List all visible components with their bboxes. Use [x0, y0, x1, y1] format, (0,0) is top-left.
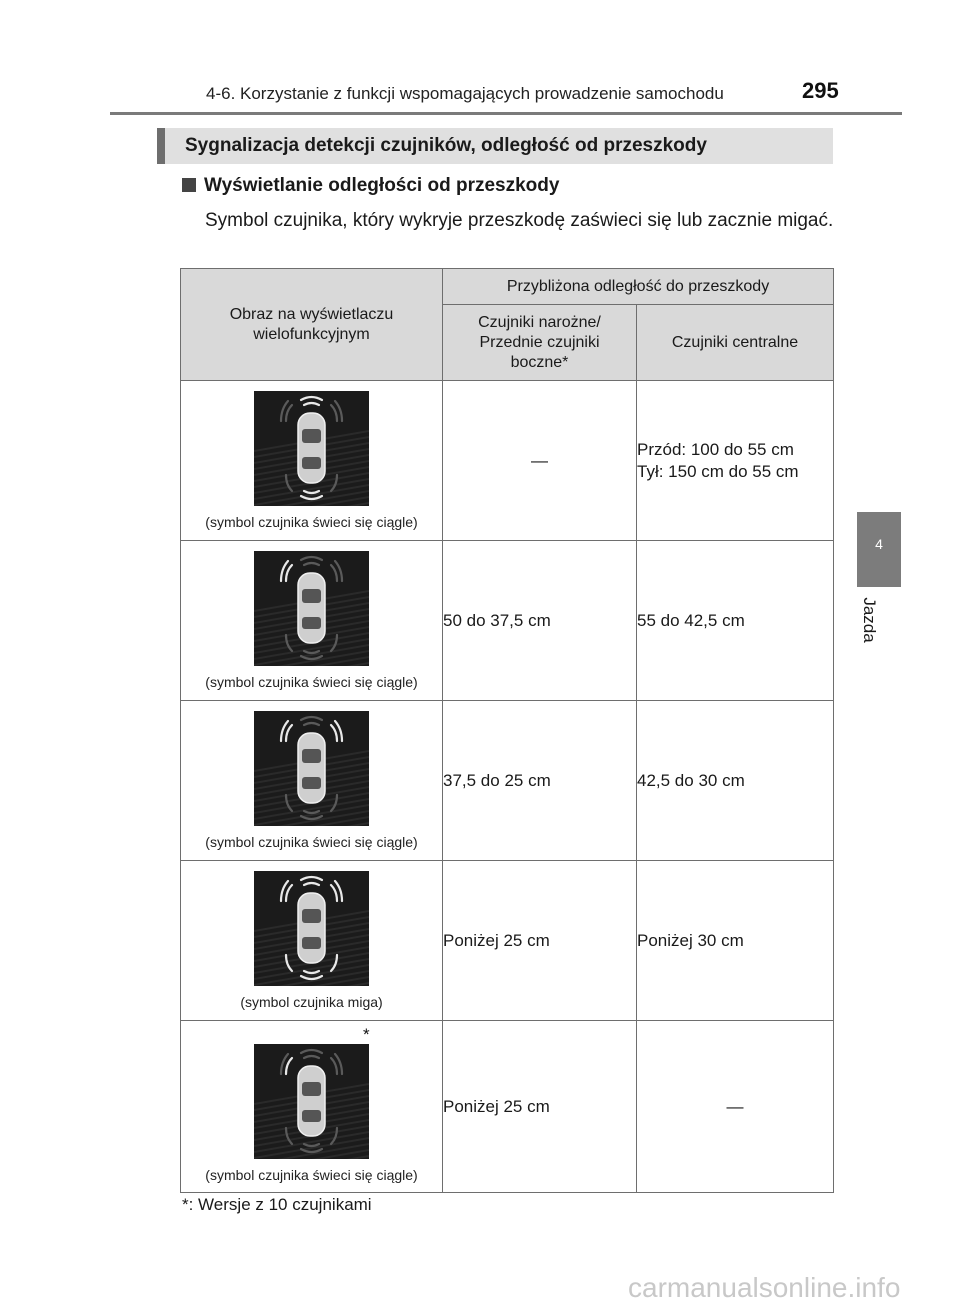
corner-sensor-arc — [286, 955, 292, 971]
corner-sensor-arc — [286, 885, 292, 901]
rear-sensor-arc — [301, 656, 322, 659]
rear-sensor-arc — [301, 496, 322, 499]
front-sensor-arc — [304, 883, 319, 885]
body-paragraph: Symbol czujnika, który wykryje przeszkodę zaświeci się lub zacznie migać. — [205, 210, 834, 231]
rear-sensor-arc — [304, 971, 319, 973]
car-rear-window-icon — [302, 1110, 321, 1122]
corner-sensor-arc — [286, 565, 292, 581]
header-center-sensors: Czujniki centralne — [637, 305, 834, 381]
corner-sensor-arc — [286, 1128, 292, 1144]
parking-sensor-display — [254, 871, 369, 986]
car-icon — [298, 413, 325, 483]
display-texture — [254, 823, 369, 826]
parking-sensor-display — [254, 1044, 369, 1159]
table-row — [181, 381, 834, 541]
image-caption: (symbol czujnika świeci się ciągle) — [205, 514, 418, 530]
display-image-cell — [181, 861, 443, 1021]
car-windshield-icon — [302, 909, 321, 923]
display-image-cell — [181, 701, 443, 861]
corner-sensor-arc — [331, 635, 337, 651]
corner-sensor-arc — [331, 1128, 337, 1144]
car-windshield-icon — [302, 589, 321, 603]
corner-distance: 37,5 do 25 cm — [443, 701, 637, 861]
corner-distance: 50 do 37,5 cm — [443, 541, 637, 701]
corner-sensor-arc — [286, 725, 292, 741]
rear-sensor-arc — [304, 491, 319, 493]
car-rear-window-icon — [302, 617, 321, 629]
center-distance: 42,5 do 30 cm — [637, 701, 834, 861]
square-bullet-icon — [182, 178, 196, 192]
car-rear-window-icon — [302, 457, 321, 469]
center-distance — [637, 381, 834, 541]
chapter-title: 4-6. Korzystanie z funkcji wspomagających prowadzenie samochodu — [206, 84, 724, 103]
corner-sensor-arc — [331, 725, 337, 741]
car-icon — [298, 1066, 325, 1136]
center-distance: 55 do 42,5 cm — [637, 541, 834, 701]
front-sensor-arc — [304, 403, 319, 405]
parking-sensor-display — [254, 391, 369, 506]
front-sensor-arc — [301, 877, 322, 880]
corner-sensor-arc — [286, 635, 292, 651]
chapter-tab[interactable] — [857, 512, 901, 587]
corner-sensor-arc — [286, 405, 292, 421]
distance-table — [180, 268, 834, 1193]
display-texture — [254, 663, 369, 666]
corner-sensor-arc — [331, 565, 337, 581]
table-row — [181, 541, 834, 701]
image-caption: (symbol czujnika świeci się ciągle) — [205, 674, 418, 690]
corner-sensor-arc — [331, 795, 337, 811]
table-row — [181, 1021, 834, 1193]
display-image-cell — [181, 381, 443, 541]
front-sensor-arc — [301, 1050, 322, 1053]
center-distance: Poniżej 30 cm — [637, 861, 834, 1021]
corner-sensor-arc — [286, 475, 292, 491]
car-icon — [298, 733, 325, 803]
header-corner-sensors: Czujniki narożne/ Przednie czujniki boczne* — [443, 305, 637, 381]
front-sensor-arc — [301, 557, 322, 560]
rear-sensor-arc — [304, 1144, 319, 1146]
header-display-image: Obraz na wyświetlaczu wielofunkcyjnym — [181, 269, 443, 381]
car-windshield-icon — [302, 1082, 321, 1096]
header-approx-distance: Przybliżona odległość do przeszkody — [443, 269, 834, 305]
car-windshield-icon — [302, 749, 321, 763]
center-distance: — — [637, 1021, 834, 1193]
section-banner — [157, 128, 833, 164]
footnote-marker: * — [363, 1025, 370, 1044]
table-row — [181, 861, 834, 1021]
display-image-cell — [181, 541, 443, 701]
rear-sensor-arc — [301, 1149, 322, 1152]
subsection-heading — [182, 175, 559, 197]
chapter-tab-label: Jazda — [860, 597, 879, 643]
parking-sensor-display — [254, 711, 369, 826]
display-texture — [254, 1156, 369, 1159]
image-caption: (symbol czujnika świeci się ciągle) — [205, 834, 418, 850]
display-image-cell — [181, 1021, 443, 1193]
image-caption: (symbol czujnika świeci się ciągle) — [205, 1167, 418, 1183]
center-distance-rear: Tył: 150 cm do 55 cm — [637, 461, 799, 481]
corner-distance: Poniżej 25 cm — [443, 1021, 637, 1193]
display-texture — [254, 503, 369, 506]
rear-sensor-arc — [301, 816, 322, 819]
header-divider — [110, 112, 902, 115]
table-row — [181, 701, 834, 861]
front-sensor-arc — [304, 1056, 319, 1058]
corner-distance: Poniżej 25 cm — [443, 861, 637, 1021]
corner-sensor-arc — [286, 795, 292, 811]
center-distance-front: Przód: 100 do 55 cm — [637, 439, 794, 459]
watermark: carmanualsonline.info — [628, 1272, 901, 1303]
corner-sensor-arc — [286, 1058, 292, 1074]
page-number: 295 — [802, 78, 839, 103]
front-sensor-arc — [304, 563, 319, 565]
parking-sensor-display — [254, 551, 369, 666]
corner-sensor-arc — [331, 955, 337, 971]
corner-distance: — — [443, 381, 637, 541]
front-sensor-arc — [301, 717, 322, 720]
subsection-heading-text: Wyświetlanie odległości od przeszkody — [204, 175, 560, 196]
image-caption: (symbol czujnika miga) — [240, 994, 383, 1010]
car-rear-window-icon — [302, 777, 321, 789]
corner-sensor-arc — [331, 475, 337, 491]
rear-sensor-arc — [304, 651, 319, 653]
car-rear-window-icon — [302, 937, 321, 949]
car-icon — [298, 893, 325, 963]
display-texture — [254, 983, 369, 986]
front-sensor-arc — [304, 723, 319, 725]
corner-sensor-arc — [331, 405, 337, 421]
rear-sensor-arc — [304, 811, 319, 813]
footnote: *: Wersje z 10 czujnikami — [182, 1195, 372, 1214]
car-windshield-icon — [302, 429, 321, 443]
car-icon — [298, 573, 325, 643]
section-title: Sygnalizacja detekcji czujników, odległość od przeszkody — [185, 135, 707, 156]
front-sensor-arc — [301, 397, 322, 400]
rear-sensor-arc — [301, 976, 322, 979]
corner-sensor-arc — [331, 1058, 337, 1074]
chapter-tab-number: 4 — [875, 536, 883, 552]
corner-sensor-arc — [331, 885, 337, 901]
